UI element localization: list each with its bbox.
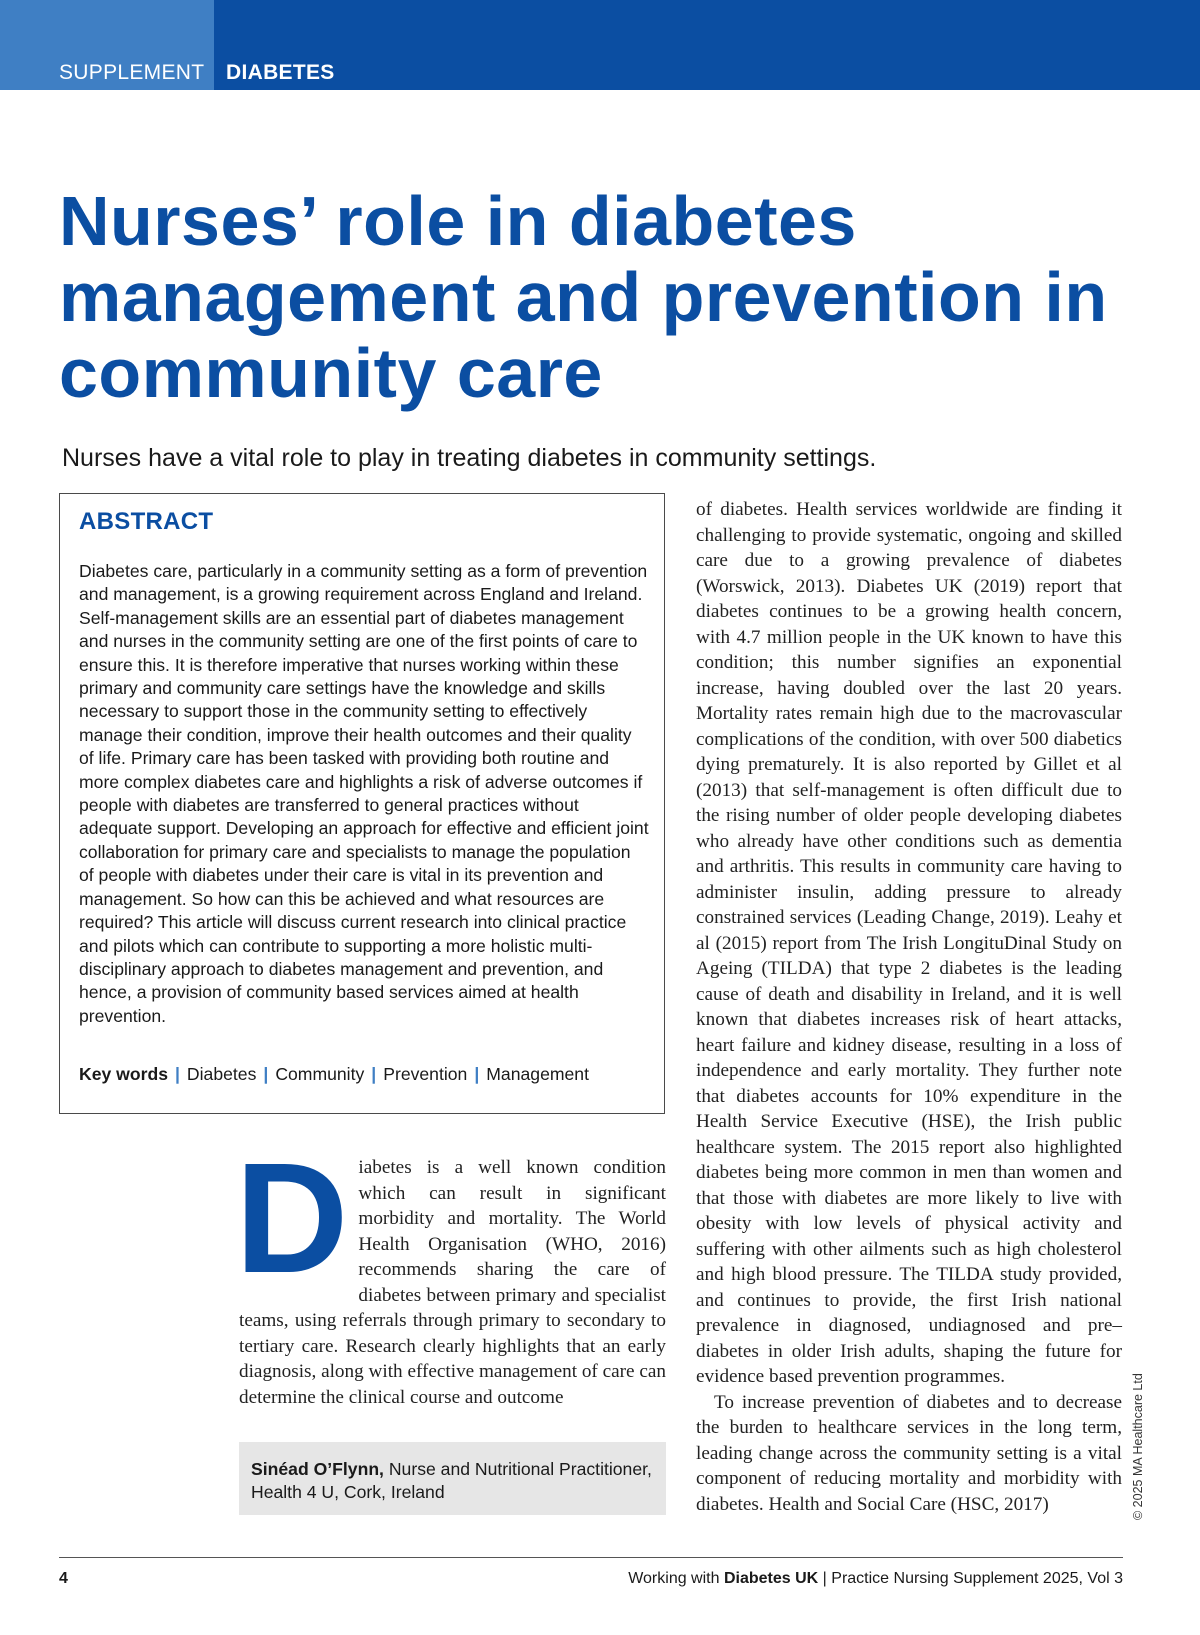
keyword: Community <box>275 1064 365 1084</box>
body-right-column <box>696 497 1122 1517</box>
keyword-separator: | <box>263 1064 269 1084</box>
author-box <box>239 1442 666 1515</box>
keywords-label: Key words <box>79 1064 168 1084</box>
article-standfirst: Nurses have a vital role to play in treating diabetes in community settings. <box>62 444 877 472</box>
article-title: Nurses’ role in diabetes management and prevention in community care <box>59 182 1108 412</box>
body-paragraph: of diabetes. Health services worldwide are finding it challenging to provide systematic, ongoing and skilled care due to a growing prevalence of diabetes (Worswick, 2013). Diabetes UK (2019) report that diabetes continues to be a growing health concern, with 4.7 million people in the UK known to have this condition; this number signifies an exponential increase, having doubled over the last 20 years. Mortality rates remain high due to the macrovascular complications of the condition, with over 500 diabetics dying prematurely. It is also reported by Gillet et al (2013) that self-management is often difficult due to the rising number of older people developing diabetes who already have other conditions such as dementia and arthritis. This results in community care having to administer insulin, adding pressure to already constrained services (Leading Change, 2019). Leahy et al (2015) report from The Irish LongituDinal Study on Ageing (TILDA) that type 2 diabetes is the leading cause of death and disability in Ireland, and it is well known that diabetes increases risk of heart attacks, heart failure and kidney disease, resulting in a loss of independence and early mortality. They further note that diabetes accounts for 10% expenditure in the Health Service Executive (HSE), the Irish public healthcare system. The 2015 report also highlighted diabetes being more common in men than women and that those with diabetes are more likely to live with obesity with low levels of physical activity and suffering with other ailments such as high cholesterol and high blood pressure. The TILDA study provided, and continues to provide, the first Irish national prevalence in diagnosed, undiagnosed and pre–diabetes in older Irish adults, shaping the future for evidence based prevention programmes. <box>696 499 1122 1387</box>
footer-divider <box>59 1557 1123 1558</box>
footer-journal-line <box>628 1570 1123 1588</box>
journal-suffix: | Practice Nursing Supplement 2025, Vol 3 <box>822 1570 1123 1587</box>
abstract-body: Diabetes care, particularly in a community setting as a form of prevention and management, is a growing requirement across England and Ireland. Self-management skills are an essential part of diabetes management and nurses in the community setting are one of the first points of care to ensure this. It is therefore imperative that nurses working within these primary and community care settings have the knowledge and skills necessary to support those in the community setting to effectively manage their condition, improve their health outcomes and their quality of life. Primary care has been tasked with providing both routine and more complex diabetes care and highlights a risk of adverse outcomes if people with diabetes are transferred to general practices without adequate support. Developing an approach for effective and efficient joint collaboration for primary care and specialists to manage the population of people with diabetes under their care is vital in its prevention and management. So how can this be achieved and what resources are required? This article will discuss current research into clinical practice and pilots which can contribute to supporting a more holistic multi-disciplinary approach to diabetes management and prevention, and hence, a provision of community based services aimed at health prevention. <box>79 561 649 1026</box>
abstract-box <box>59 493 665 1114</box>
keywords-line <box>79 1062 659 1086</box>
copyright-notice: © 2025 MA Healthcare Ltd <box>1131 1373 1145 1520</box>
drop-cap: D <box>235 1131 349 1306</box>
keyword-separator: | <box>371 1064 377 1084</box>
journal-brand: Diabetes UK <box>723 1570 819 1587</box>
page-number: 4 <box>59 1570 68 1587</box>
section-topic: DIABETES <box>226 61 335 84</box>
keyword-separator: | <box>174 1064 180 1084</box>
journal-prefix: Working with <box>628 1570 720 1587</box>
section-label: SUPPLEMENT <box>59 61 205 84</box>
body-intro-paragraph <box>235 1131 666 1410</box>
keyword: Prevention <box>383 1064 468 1084</box>
author-name: Sinéad O’Flynn, <box>251 1459 384 1479</box>
author-affiliation: Nurse and Nutritional Practitioner, Health 4 U, Cork, Ireland <box>251 1459 652 1502</box>
body-intro-text: iabetes is a well known condition which can result in significant morbidity and mortality. The World Health Organisation (WHO, 2016) recommends sharing the care of diabetes between primary and specialist teams, using referrals through primary to secondary to tertiary care. Research clearly highlights that an early diagnosis, along with effective management of care can determine the clinical course and outcome <box>239 1157 666 1408</box>
keyword: Diabetes <box>186 1064 257 1084</box>
keyword: Management <box>486 1064 589 1084</box>
abstract-heading: ABSTRACT <box>79 508 214 535</box>
body-paragraph: To increase prevention of diabetes and to decrease the burden to healthcare services in the long term, leading change across the community setting is a vital component of reducing mortality and morbidity with diabetes. Health and Social Care (HSC, 2017) <box>696 1391 1122 1515</box>
keyword-separator: | <box>474 1064 480 1084</box>
